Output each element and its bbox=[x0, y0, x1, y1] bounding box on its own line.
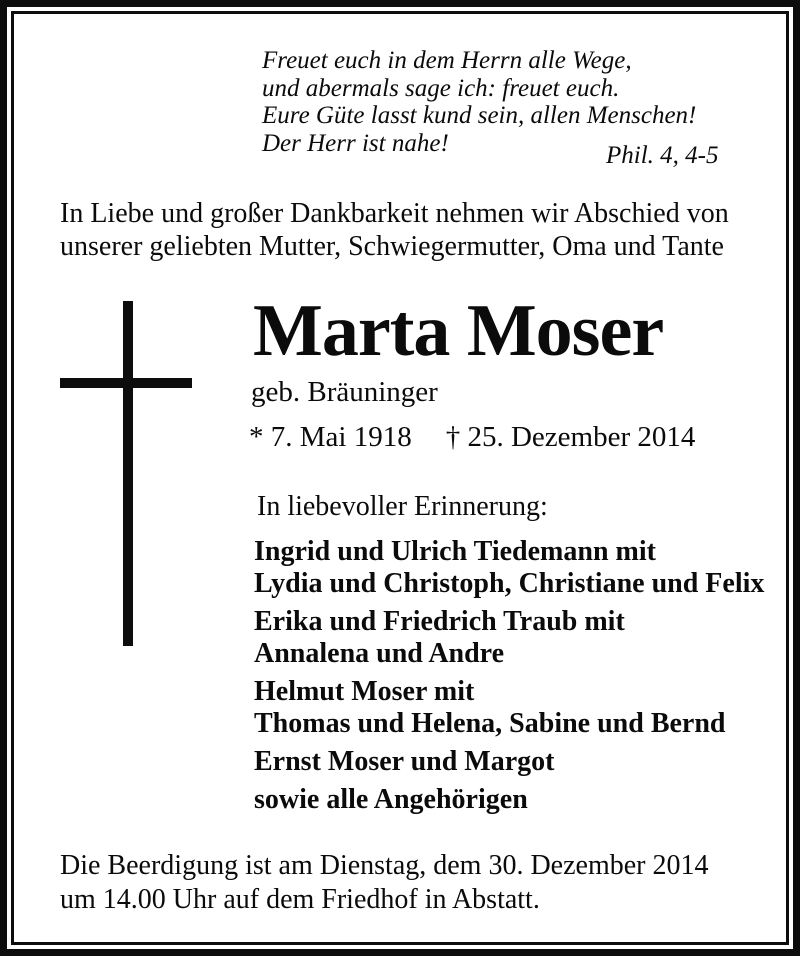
mourner-line: Thomas und Helena, Sabine und Bernd bbox=[254, 708, 726, 739]
cross-vertical-bar bbox=[123, 301, 133, 646]
mourner-line: Lydia und Christoph, Christiane und Felix bbox=[254, 568, 765, 599]
funeral-info bbox=[60, 849, 709, 917]
intro-text bbox=[60, 197, 729, 263]
birth-date: * 7. Mai 1918 bbox=[249, 421, 412, 453]
deceased-name: Marta Moser bbox=[253, 290, 664, 372]
scripture-quote bbox=[262, 47, 696, 157]
scripture-reference: Phil. 4, 4-5 bbox=[606, 142, 719, 169]
mourner-group bbox=[254, 784, 764, 816]
mourner-group bbox=[254, 676, 764, 740]
mourner-group bbox=[254, 746, 764, 778]
scripture-quote-line: Freuet euch in dem Herrn alle Wege, bbox=[262, 47, 632, 74]
mourner-line: Helmut Moser mit bbox=[254, 676, 475, 707]
intro-line: In Liebe und großer Dankbarkeit nehmen wir Abschied von bbox=[60, 198, 729, 229]
scripture-quote-line: Der Herr ist nahe! bbox=[262, 129, 449, 157]
mourner-group bbox=[254, 536, 764, 600]
cross-horizontal-bar bbox=[60, 378, 192, 388]
mourner-line: Erika und Friedrich Traub mit bbox=[254, 606, 625, 637]
intro-line: unserer geliebten Mutter, Schwiegermutter, Oma und Tante bbox=[60, 231, 724, 262]
mourner-line: sowie alle Angehörigen bbox=[254, 784, 528, 815]
memorial-heading: In liebevoller Erinnerung: bbox=[257, 491, 548, 522]
mourner-line: Ingrid und Ulrich Tiedemann mit bbox=[254, 536, 656, 567]
funeral-line: um 14.00 Uhr auf dem Friedhof in Abstatt. bbox=[60, 884, 540, 915]
maiden-name: geb. Bräuninger bbox=[251, 376, 438, 408]
funeral-line: Die Beerdigung ist am Dienstag, dem 30. Dezember 2014 bbox=[60, 850, 709, 881]
life-dates bbox=[249, 420, 695, 454]
mourner-line: Annalena und Andre bbox=[254, 638, 505, 669]
mourners-list bbox=[254, 536, 764, 822]
death-date: † 25. Dezember 2014 bbox=[445, 421, 696, 453]
mourner-line: Ernst Moser und Margot bbox=[254, 746, 555, 777]
scripture-quote-line: und abermals sage ich: freuet euch. bbox=[262, 74, 620, 102]
scripture-quote-line: Eure Güte lasst kund sein, allen Menschen! bbox=[262, 102, 697, 129]
mourner-group bbox=[254, 606, 764, 670]
